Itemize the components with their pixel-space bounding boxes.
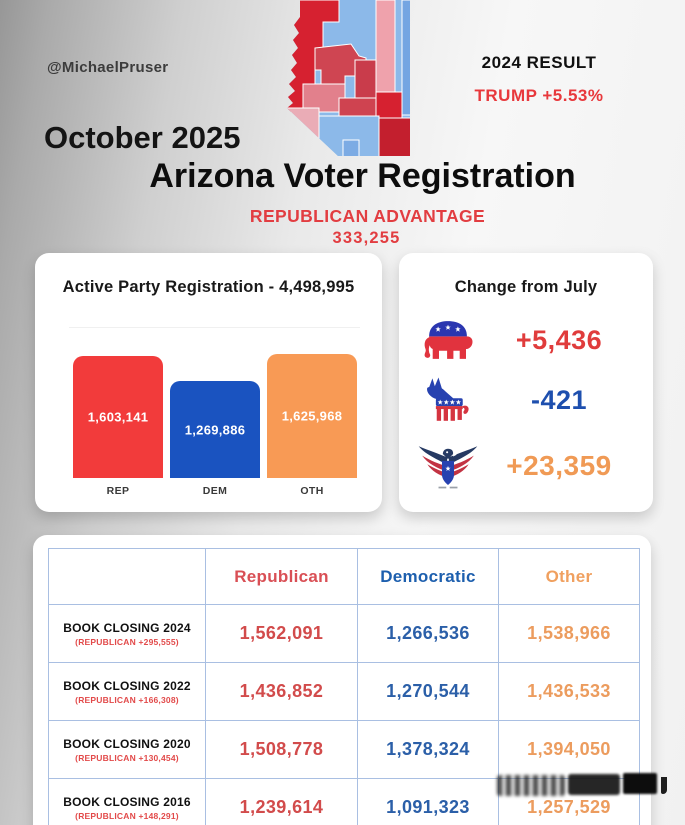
- cell-democratic: 1,378,324: [358, 721, 499, 779]
- change-value-republican: +5,436: [515, 324, 603, 355]
- advantage-label: REPUBLICAN ADVANTAGE: [249, 206, 486, 226]
- result-value: TRUMP +5.53%: [474, 86, 604, 105]
- date-title: October 2025: [44, 120, 241, 155]
- bar-rep-value: 1,603,141: [87, 409, 149, 425]
- change-value-democratic: -421: [530, 384, 588, 415]
- table-row: [49, 605, 640, 663]
- bar-oth: [267, 354, 357, 478]
- watermark-streaks: [497, 775, 565, 796]
- axis-label-dem: DEM: [202, 485, 228, 497]
- row-label: BOOK CLOSING 2016: [63, 794, 191, 809]
- cell-other: 1,257,529: [499, 779, 640, 825]
- watermark-block: [568, 774, 620, 795]
- row-sublabel: (REPUBLICAN +166,308): [75, 694, 179, 705]
- arizona-results-map: [283, 0, 413, 168]
- bar-dem: [170, 381, 260, 478]
- watermark-block: [623, 773, 657, 794]
- result-block: [450, 53, 628, 106]
- bar-dem-value: 1,269,886: [184, 422, 246, 437]
- watermark-overlay: [497, 770, 669, 802]
- change-card-title: Change from July: [454, 278, 598, 296]
- bar-oth-value: 1,625,968: [281, 408, 343, 424]
- axis-label-rep: REP: [106, 485, 130, 497]
- row-sublabel: (REPUBLICAN +130,454): [75, 752, 179, 763]
- header-democratic: Democratic: [358, 549, 499, 605]
- republican-elephant-icon: [417, 317, 479, 363]
- cell-other: 1,436,533: [499, 663, 640, 721]
- change-row-republican: [417, 313, 639, 367]
- advantage-value: 333,255: [332, 229, 401, 247]
- arizona-map-icon: [283, 0, 413, 168]
- change-row-democratic: [417, 373, 639, 427]
- cell-republican: 1,239,614: [206, 779, 358, 825]
- cell-republican: 1,508,778: [206, 721, 358, 779]
- cell-democratic: 1,091,323: [358, 779, 499, 825]
- independent-eagle-icon: [417, 439, 479, 493]
- change-card: [399, 253, 653, 512]
- page-title: Arizona Voter Registration: [149, 157, 576, 195]
- registration-card: [35, 253, 382, 512]
- cell-democratic: 1,266,536: [358, 605, 499, 663]
- registration-card-title: Active Party Registration - 4,498,995: [62, 278, 355, 296]
- row-label: BOOK CLOSING 2024: [63, 620, 191, 635]
- cell-republican: 1,562,091: [206, 605, 358, 663]
- row-sublabel: (REPUBLICAN +148,291): [75, 810, 179, 821]
- democratic-donkey-icon: [417, 375, 479, 425]
- cell-republican: 1,436,852: [206, 663, 358, 721]
- cell-other: 1,394,050: [499, 721, 640, 779]
- cell-democratic: 1,270,544: [358, 663, 499, 721]
- table-header-row: [49, 549, 640, 605]
- watermark-tail: [661, 777, 667, 794]
- table-row: [49, 663, 640, 721]
- author-handle: @MichaelPruser: [47, 59, 169, 76]
- header-blank: [49, 549, 206, 605]
- result-label: 2024 RESULT: [481, 53, 597, 72]
- change-value-other: +23,359: [506, 450, 612, 481]
- cell-other: 1,538,966: [499, 605, 640, 663]
- change-row-other: [417, 439, 639, 493]
- row-label: BOOK CLOSING 2022: [63, 678, 191, 693]
- header-republican: Republican: [206, 549, 358, 605]
- bar-rep: [73, 356, 163, 478]
- axis-label-oth: OTH: [300, 485, 324, 497]
- row-label: BOOK CLOSING 2020: [63, 736, 191, 751]
- row-sublabel: (REPUBLICAN +295,555): [75, 636, 179, 647]
- chart-gridline: [69, 327, 360, 328]
- header-other: Other: [499, 549, 640, 605]
